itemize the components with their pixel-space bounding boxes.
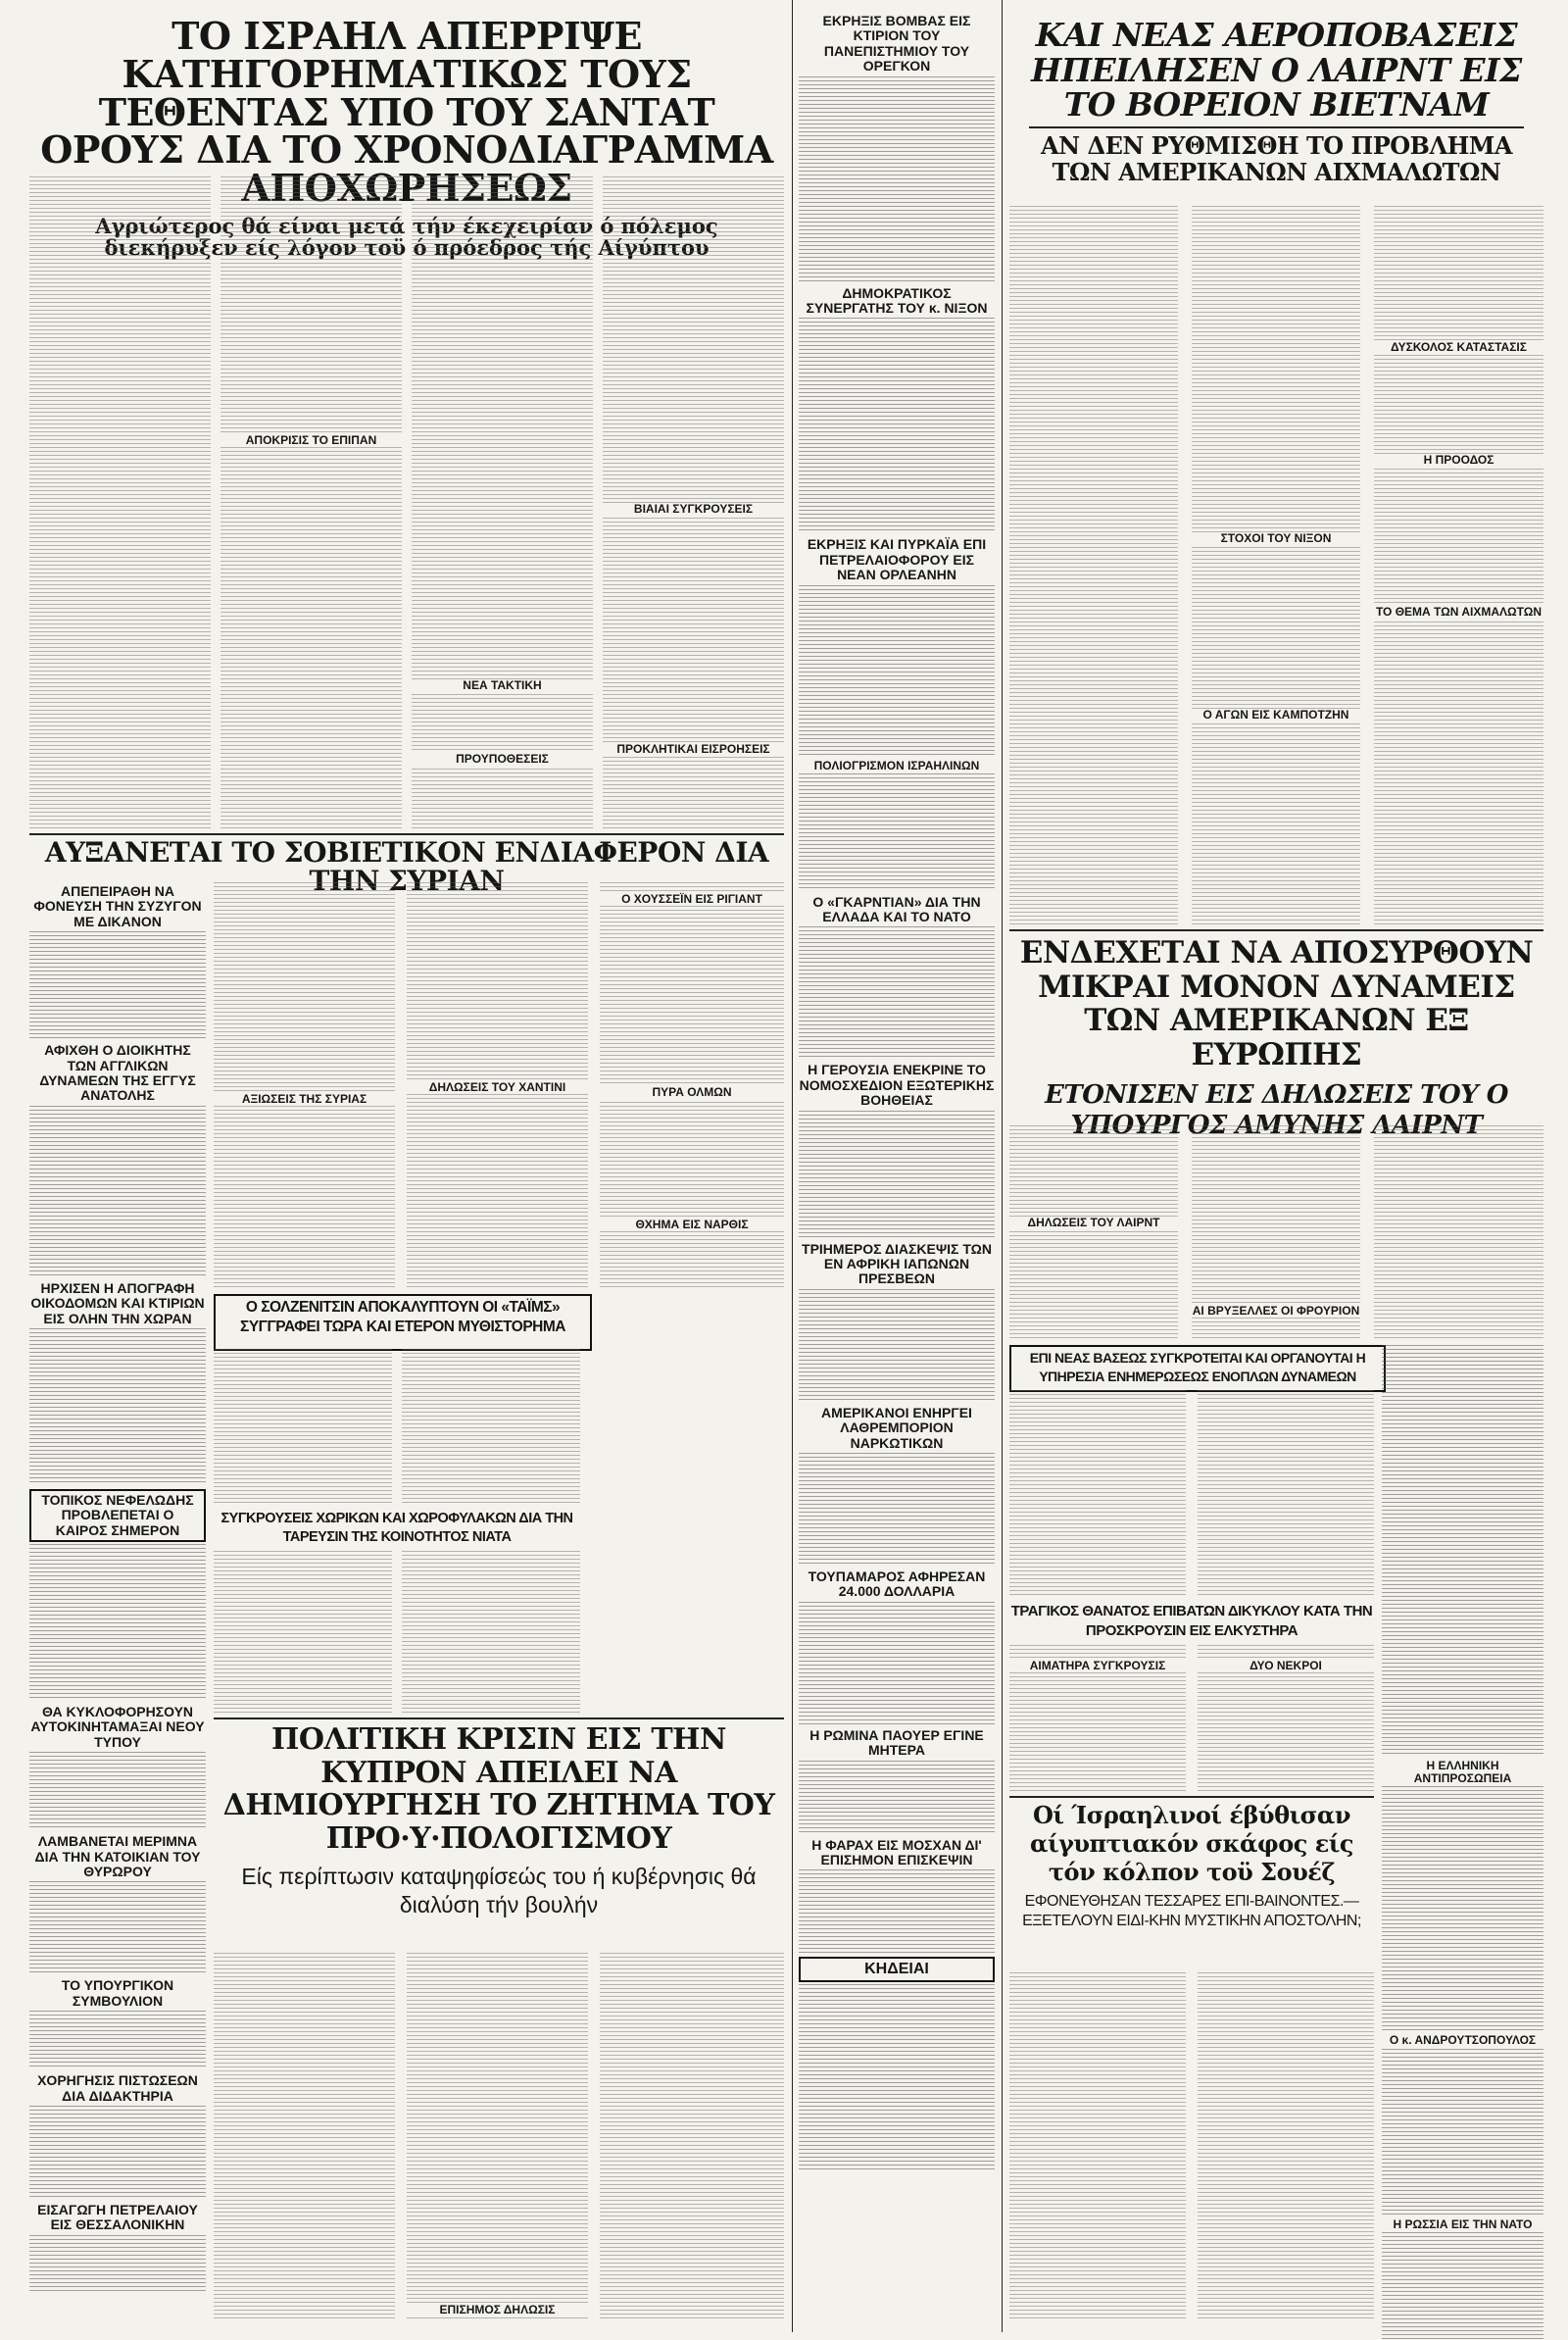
laird-label-2: Ο ΑΓΩΝ ΕΙΣ ΚΑΜΠΟΤΖΗΝ	[1192, 709, 1360, 722]
mid-item-9-headline: ΤΟΥΠΑΜΑΡΟΣ ΑΦΗΡΕΣΑΝ 24.000 ΔΟΛΛΑΡΙΑ	[808, 1568, 986, 1600]
israel-subhead: Αγριώτερος θά είναι μετά τήν έκεχειρίαν ό πόλεμος διεκήρυξεν είς λόγον τοϋ ό πρόεδρος τής Αίγύπτου	[95, 213, 718, 260]
left-item-1-headline: ΑΠΕΠΕΙΡΑΘΗ ΝΑ ΦΟΝΕΥΣΗ ΤΗΝ ΣΥΖΥΓΟΝ ΜΕ ΔΙΚΑΝΟΝ	[33, 883, 202, 929]
israel-label-2: ΝΕΑ ΤΑΚΤΙΚΗ	[412, 679, 593, 692]
israel-label-5: ΠΡΟΚΛΗΤΙΚΑΙ ΕΙΣΡΟΗΣΕΙΣ	[603, 743, 784, 756]
solzhenitsyn-body	[214, 1349, 580, 1504]
syria-label-2: ΔΗΛΩΣΕΙΣ ΤΟΥ ΧΑΝΤΙΝΙ	[407, 1081, 588, 1094]
mid-item-12-headline: ΚΗΔΕΙΑΙ	[799, 1957, 995, 1982]
cyprus-headline: ΠΟΛΙΤΙΚΗ ΚΡΙΣΙΝ ΕΙΣ ΤΗΝ ΚΥΠΡΟΝ ΑΠΕΙΛΕΙ ΝΑ ΔΗΜΙΟΥΡΓΗΣΗ ΤΟ ΖΗΤΗΜΑ ΤΟΥ ΠΡΟ·Υ·ΠΟΛΟΓΙΣΜΟΥ	[222, 1722, 775, 1856]
mid-label-pow: ΠΟΛΙΟΓΡΙΣΜΟΝ ΙΣΡΑΗΛΙΝΩΝ	[813, 758, 980, 772]
column-rule	[792, 0, 793, 2332]
mid-item-10-headline: Η ΡΩΜΙΝΑ ΠΑΟΥΕΡ ΕΓΙΝΕ ΜΗΤΕΡΑ	[809, 1726, 984, 1759]
laird-header	[1009, 16, 1544, 187]
europe-label-2: ΑΙ ΒΡΥΞΕΛΛΕΣ ΟΙ ΦΡΟΥΡΙΟΝ	[1192, 1304, 1360, 1318]
right-label-greek-delegation: Η ΕΛΛΗΝΙΚΗ ΑΝΤΙΠΡΟΣΩΠΕΙΑ	[1413, 1759, 1512, 1786]
cyprus-subhead: Είς περίπτωσιν καταψηφίσεώς του ή κυβέρνησις θά διαλύση τήν βουλήν	[241, 1864, 757, 1918]
left-item-2-headline: ΑΦΙΧΘΗ Ο ΔΙΟΙΚΗΤΗΣ ΤΩΝ ΑΓΓΛΙΚΩΝ ΔΥΝΑΜΕΩΝ ΤΗΣ ΕΓΓΥΣ ΑΝΑΤΟΛΗΣ	[39, 1042, 196, 1104]
syria-label-5: ΘΧΗΜΑ ΕΙΣ ΝΑΡΘΙΣ	[600, 1219, 784, 1231]
laird-label-1: ΣΤΟΧΟΙ ΤΟΥ ΝΙΞΟΝ	[1192, 532, 1360, 545]
cyprus-header	[214, 1723, 784, 1949]
mid-label-dead: ΔΥΟ ΝΕΚΡΟΙ	[1198, 1660, 1374, 1672]
solzhenitsyn-header	[214, 1294, 592, 1351]
laird-label-3: Η ΠΡΟΟΔΟΣ	[1374, 454, 1544, 467]
accident-header	[1009, 1602, 1374, 1641]
israel-label-1: ΑΠΟΚΡΙΣΙΣ ΤΟ ΕΠΙΠΑΝ	[220, 434, 402, 447]
accident-headline: ΤΡΑΓΙΚΟΣ ΘΑΝΑΤΟΣ ΕΠΙΒΑΤΩΝ ΔΙΚΥΚΛΟΥ ΚΑΤΑ ΤΗΝ ΠΡΟΣΚΡΟΥΣΙΝ ΕΙΣ ΕΛΚΥΣΤΗΡΑ	[1010, 1603, 1373, 1639]
left-item-7-headline: ΤΟ ΥΠΟΥΡΓΙΚΟΝ ΣΥΜΒΟΥΛΙΟΝ	[61, 1977, 174, 2009]
niata-body	[214, 1551, 580, 1713]
laird-label-5: ΤΟ ΘΕΜΑ ΤΩΝ ΑΙΧΜΑΛΩΤΩΝ	[1375, 605, 1543, 619]
mid-item-1-headline: ΕΚΡΗΞΙΣ ΒΟΜΒΑΣ ΕΙΣ ΚΤΙΡΙΟΝ ΤΟΥ ΠΑΝΕΠΙΣΤΗΜΙΟΥ ΤΟΥ ΟΡΕΓΚΟΝ	[822, 13, 971, 75]
syria-label-1: ΑΞΙΩΣΕΙΣ ΤΗΣ ΣΥΡΙΑΣ	[214, 1093, 395, 1106]
cyprus-body	[214, 1953, 784, 2320]
bases-headline: ΕΠΙ ΝΕΑΣ ΒΑΣΕΩΣ ΣΥΓΚΡΟΤΕΙΤΑΙ ΚΑΙ ΟΡΓΑΝΟΥΤΑΙ Η ΥΠΗΡΕΣΙΑ ΕΝΗΜΕΡΩΣΕΩΣ ΕΝΟΠΛΩΝ ΔΥΝΑΜΕΩΝ	[1029, 1350, 1366, 1384]
accident-body	[1009, 1645, 1374, 1792]
syria-headline: ΑΥΞΑΝΕΤΑΙ ΤΟ ΣΟΒΙΕΤΙΚΟΝ ΕΝΔΙΑΦΕΡΟΝ ΔΙΑ ΤΗΝ ΣΥΡΙΑΝ	[44, 836, 769, 897]
mid-item-5-headline: Ο «ΓΚΑΡΝΤΙΑΝ» ΔΙΑ ΤΗΝ ΕΛΛΑΔΑ ΚΑΙ ΤΟ ΝΑΤΟ	[812, 893, 981, 925]
syria-story-body	[214, 882, 784, 1289]
europe-label-1: ΔΗΛΩΣΕΙΣ ΤΟΥ ΛΑΙΡΝΤ	[1009, 1217, 1178, 1229]
israel-label-3: ΠΡΟΥΠΟΘΕΣΕΙΣ	[412, 753, 593, 766]
bases-body	[1009, 1390, 1374, 1596]
europe-headline: ΕΝΔΕΧΕΤΑΙ ΝΑ ΑΠΟΣΥΡΘΟΥΝ ΜΙΚΡΑΙ ΜΟΝΟΝ ΔΥΝΑΜΕΙΣ ΤΩΝ ΑΜΕΡΙΚΑΝΩΝ ΕΞ ΕΥΡΩΠΗΣ	[1019, 935, 1534, 1073]
suez-header	[1009, 1802, 1374, 1968]
israel-story-body	[29, 176, 784, 828]
israel-story-header	[29, 14, 784, 260]
niata-headline: ΣΥΓΚΡΟΥΣΕΙΣ ΧΩΡΙΚΩΝ ΚΑΙ ΧΩΡΟΦΥΛΑΚΩΝ ΔΙΑ ΤΗΝ ΤΑΡΕΥΣΙΝ ΤΗΣ ΚΟΙΝΟΤΗΤΟΣ ΝΙΑΤΑ	[220, 1511, 573, 1545]
left-item-5-headline: ΘΑ ΚΥΚΛΟΦΟΡΗΣΟΥΝ ΑΥΤΟΚΙΝΗΤΑΜΑΞΑΙ ΝΕΟΥ ΤΥΠΟΥ	[30, 1704, 205, 1750]
syria-label-3: Ο ΧΟΥΣΣΕΪΝ ΕΙΣ ΡΙΓΙΑΝΤ	[600, 893, 784, 906]
mid-item-2-headline: ΔΗΜΟΚΡΑΤΙΚΟΣ ΣΥΝΕΡΓΑΤΗΣ ΤΟΥ κ. ΝΙΞΟΝ	[806, 284, 988, 316]
middle-column	[799, 10, 995, 2323]
mid-item-11-headline: Η ΦΑΡΑΧ ΕΙΣ ΜΟΣΧΑΝ ΔΙ' ΕΠΙΣΗΜΟΝ ΕΠΙΣΚΕΨΙΝ	[811, 1836, 982, 1867]
laird-body	[1009, 206, 1544, 926]
europe-header	[1009, 935, 1544, 1141]
column-rule	[1002, 0, 1003, 2332]
suez-headline: Οί Ίσραηλινοί έβύθισαν αίγυπτιακόν σκάφος είς τόν κόλπον τοϋ Σουέζ	[1029, 1801, 1354, 1886]
europe-body	[1009, 1125, 1544, 1341]
syria-label-4: ΠΥΡΑ ΟΛΜΩΝ	[600, 1086, 784, 1099]
mid-item-3-headline: ΕΚΡΗΞΙΣ ΚΑΙ ΠΥΡΚΑΪΑ ΕΠΙ ΠΕΤΡΕΛΑΙΟΦΟΡΟΥ ΕΙΣ ΝΕΑΝ ΟΡΛΕΑΝΗΝ	[807, 536, 987, 583]
left-item-3-headline: ΗΡΧΙΣΕΝ Η ΑΠΟΓΡΑΦΗ ΟΙΚΟΔΟΜΩΝ ΚΑΙ ΚΤΙΡΙΩΝ ΕΙΣ ΟΛΗΝ ΤΗΝ ΧΩΡΑΝ	[30, 1279, 205, 1326]
left-column	[29, 882, 206, 2314]
mid-item-7-headline: ΤΡΙΗΜΕΡΟΣ ΔΙΑΣΚΕΨΙΣ ΤΩΝ ΕΝ ΑΦΡΙΚΗ ΙΑΠΩΝΩΝ ΠΡΕΣΒΕΩΝ	[802, 1240, 992, 1287]
suez-body	[1009, 1972, 1374, 2320]
left-item-6-headline: ΛΑΜΒΑΝΕΤΑΙ ΜΕΡΙΜΝΑ ΔΙΑ ΤΗΝ ΚΑΤΟΙΚΙΑΝ ΤΟΥ ΘΥΡΩΡΟΥ	[34, 1833, 201, 1880]
bases-header	[1009, 1345, 1386, 1392]
mid-label-bloody: ΑΙΜΑΤΗΡΑ ΣΥΓΚΡΟΥΣΙΣ	[1009, 1660, 1186, 1672]
suez-subhead: ΕΦΟΝΕΥΘΗΣΑΝ ΤΕΣΣΑΡΕΣ ΕΠΙ-ΒΑΙΝΟΝΤΕΣ.—ΕΞΕΤΕΛΟΥΝ ΕΙΔΙ-ΚΗΝ ΜΥΣΤΙΚΗΝ ΑΠΟΣΤΟΛΗΝ;	[1022, 1893, 1361, 1930]
left-item-8-headline: ΧΟΡΗΓΗΣΙΣ ΠΙΣΤΩΣΕΩΝ ΔΙΑ ΔΙΔΑΚΤΗΡΙΑ	[37, 2072, 198, 2104]
niata-header	[214, 1510, 580, 1547]
syria-header	[29, 836, 784, 897]
laird-label-4: ΔΥΣΚΟΛΟΣ ΚΑΤΑΣΤΑΣΙΣ	[1374, 341, 1544, 354]
israel-headline: ΤΟ ΙΣΡΑΗΛ ΑΠΕΡΡΙΨΕ ΚΑΤΗΓΟΡΗΜΑΤΙΚΩΣ ΤΟΥΣ ΤΕΘΕΝΤΑΣ ΥΠΟ ΤΟΥ ΣΑΝΤΑΤ ΟΡΟΥΣ ΔΙΑ ΤΟ ΧΡΟΝΟΔΙΑΓΡΑΜΜΑ ΑΠΟΧΩΡΗΣΕΩΣ	[40, 14, 773, 210]
right-label-1: Ο κ. ΑΝΔΡΟΥΤΣΟΠΟΥΛΟΣ	[1389, 2033, 1537, 2048]
laird-headline: ΚΑΙ ΝΕΑΣ ΑΕΡΟΠΟΒΑΣΕΙΣ ΗΠΕΙΛΗΣΕΝ Ο ΛΑΙΡΝΤ ΕΙΣ ΤΟ ΒΟΡΕΙΟΝ ΒΙΕΤΝΑΜ	[1031, 16, 1522, 124]
laird-subhead: ΑΝ ΔΕΝ ΡΥΘΜΙΣΘΗ ΤΟ ΠΡΟΒΛΗΜΑ ΤΩΝ ΑΜΕΡΙΚΑΝΩΝ ΑΙΧΜΑΛΩΤΩΝ	[1041, 130, 1512, 187]
israel-label-4: ΒΙΑΙΑΙ ΣΥΓΚΡΟΥΣΕΙΣ	[603, 503, 784, 516]
left-item-4-headline: ΤΟΠΙΚΟΣ ΝΕΦΕΛΩΔΗΣ ΠΡΟΒΛΕΠΕΤΑΙ Ο ΚΑΙΡΟΣ ΣΗΜΕΡΟΝ	[29, 1489, 206, 1542]
europe-subhead: ΕΤΟΝΙΣΕΝ ΕΙΣ ΔΗΛΩΣΕΙΣ ΤΟΥ Ο ΥΠΟΥΡΓΟΣ ΑΜΥΝΗΣ ΛΑΙΡΝΤ	[1045, 1079, 1508, 1141]
left-item-9-headline: ΕΙΣΑΓΩΓΗ ΠΕΤΡΕΛΑΙΟΥ ΕΙΣ ΘΕΣΣΑΛΟΝΙΚΗΝ	[37, 2201, 198, 2233]
right-column	[1382, 1345, 1544, 2320]
cyprus-label: ΕΠΙΣΗΜΟΣ ΔΗΛΩΣΙΣ	[407, 2304, 588, 2316]
right-label-2: Η ΡΩΣΣΙΑ ΕΙΣ ΤΗΝ ΝΑΤΟ	[1393, 2216, 1533, 2231]
mid-item-6-headline: Η ΓΕΡΟΥΣΙΑ ΕΝΕΚΡΙΝΕ ΤΟ ΝΟΜΟΣΧΕΔΙΟΝ ΕΞΩΤΕΡΙΚΗΣ ΒΟΗΘΕΙΑΣ	[799, 1062, 995, 1109]
mid-item-8-headline: ΑΜΕΡΙΚΑΝΟΙ ΕΝΗΡΓΕΙ ΛΑΘΡΕΜΠΟΡΙΟΝ ΝΑΡΚΩΤΙΚΩΝ	[821, 1404, 972, 1451]
solzhenitsyn-headline: Ο ΣΟΛΖΕΝΙΤΣΙΝ ΑΠΟΚΑΛΥΠΤΟΥΝ ΟΙ «ΤΑΪΜΣ» ΣΥΓΓΡΑΦΕΙ ΤΩΡΑ ΚΑΙ ΕΤΕΡΟΝ ΜΥΘΙΣΤΟΡΗΜΑ	[240, 1299, 565, 1336]
